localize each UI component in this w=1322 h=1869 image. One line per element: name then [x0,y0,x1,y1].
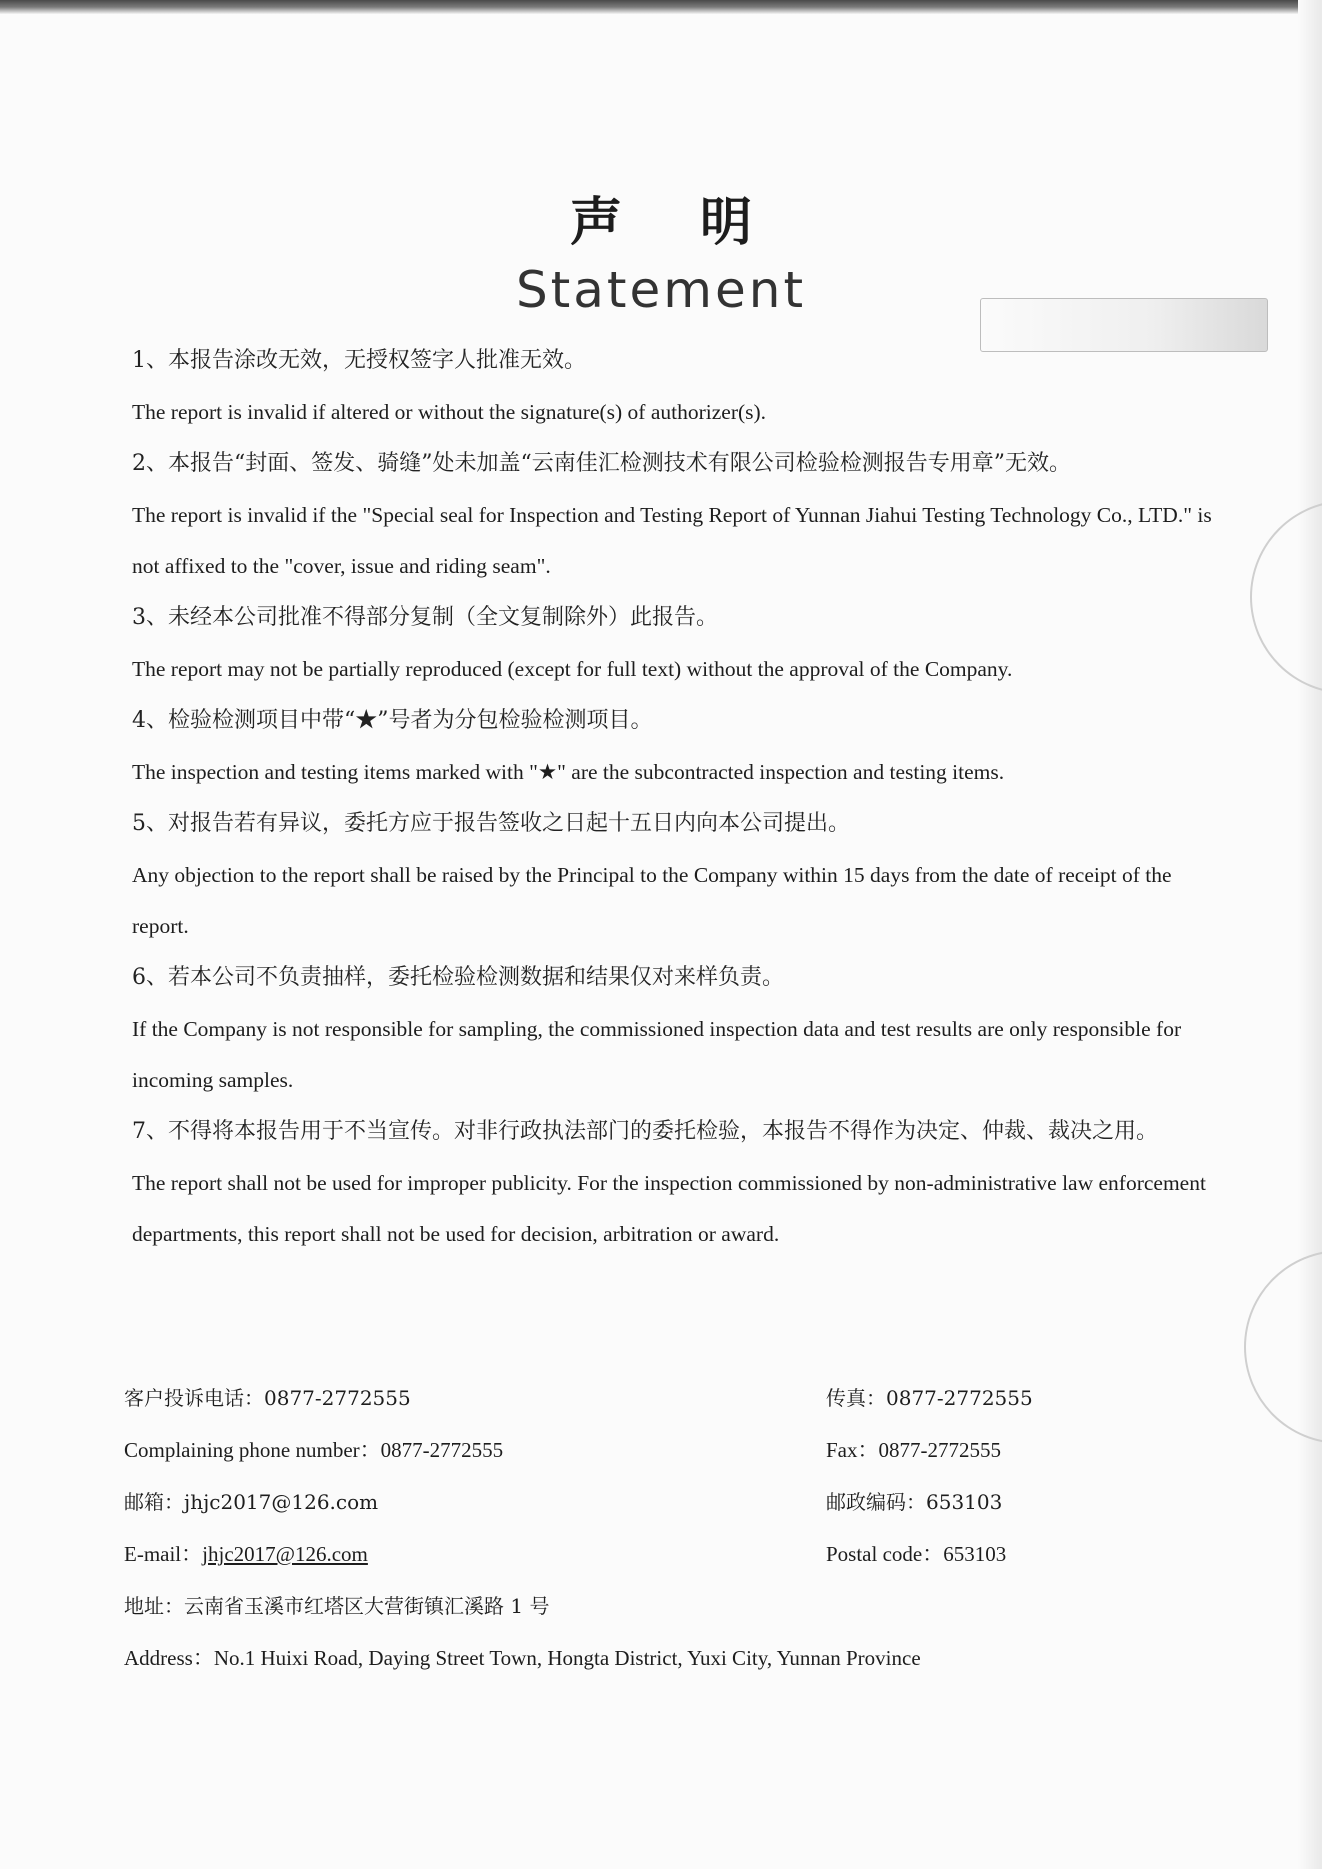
clause-en: The report shall not be used for improper publicity. For the inspection commissioned by non-administrative law enforcement departments, this report shall not be used for decision, arbitration or award. [132,1171,1206,1246]
clause-cn: 1、本报告涂改无效，无授权签字人批准无效。 [132,348,586,373]
clause-2 [132,438,1232,592]
clause-en: The report is invalid if the "Special seal for Inspection and Testing Report of Yunnan Jiahui Testing Technology Co., LTD." is not affixed to the "cover, issue and riding seam". [132,503,1212,578]
clause-cn: 6、若本公司不负责抽样，委托检验检测数据和结果仅对来样负责。 [132,965,784,990]
clause-cn: 7、不得将本报告用于不当宣传。对非行政执法部门的委托检验，本报告不得作为决定、仲裁、裁决之用。 [132,1119,1159,1144]
clause-7 [132,1106,1232,1260]
clause-cn: 4、检验检测项目中带“★”号者为分包检验检测项目。 [132,708,653,733]
contact-block [124,1372,1224,1684]
email-en [124,1528,368,1580]
address-en: Address：No.1 Huixi Road, Daying Street Town, Hongta District, Yuxi City, Yunnan Province [124,1646,921,1670]
riding-seam-seal-upper [1250,500,1322,694]
postal-code-cn: 邮政编码：653103 [826,1490,1003,1514]
clause-en: The report is invalid if altered or without the signature(s) of authorizer(s). [132,400,767,424]
clause-en: The report may not be partially reproduced (except for full text) without the approval of the Company. [132,657,1013,681]
fax-en: Fax：0877-2772555 [826,1438,1001,1462]
complaint-phone-en: Complaining phone number：0877-2772555 [124,1438,504,1462]
clause-6 [132,952,1232,1106]
clause-1 [132,335,1232,438]
postal-code-en: Postal code：653103 [826,1542,1007,1566]
email-cn: 邮箱：jhjc2017@126.com [124,1490,379,1514]
fax-cn: 传真：0877-2772555 [826,1386,1033,1410]
clause-en: If the Company is not responsible for sampling, the commissioned inspection data and test results are only responsible for incoming samples. [132,1017,1182,1092]
clause-cn: 3、未经本公司批准不得部分复制（全文复制除外）此报告。 [132,605,718,630]
clause-cn: 5、对报告若有异议，委托方应于报告签收之日起十五日内向本公司提出。 [132,811,850,836]
statement-clauses [132,335,1232,1260]
riding-seam-seal-lower [1244,1250,1322,1444]
email-link[interactable]: jhjc2017@126.com [202,1542,368,1566]
clause-en: The inspection and testing items marked with "★" are the subcontracted inspection and testing items. [132,760,1005,784]
scan-edge-top [0,0,1322,14]
email-label: E-mail： [124,1542,203,1566]
clause-3 [132,592,1232,695]
title-english: Statement [515,261,807,319]
clause-5 [132,798,1232,952]
clause-4 [132,695,1232,798]
complaint-phone-cn: 客户投诉电话：0877-2772555 [124,1386,411,1410]
address-cn: 地址：云南省玉溪市红塔区大营街镇汇溪路 1 号 [124,1594,550,1618]
clause-en: Any objection to the report shall be raised by the Principal to the Company within 15 days from the date of receipt of the report. [132,863,1172,938]
clause-cn: 2、本报告“封面、签发、骑缝”处未加盖“云南佳汇检测技术有限公司检验检测报告专用章”无效。 [132,451,1071,476]
title-chinese: 声 明 [569,192,783,253]
page-title [0,180,1322,319]
